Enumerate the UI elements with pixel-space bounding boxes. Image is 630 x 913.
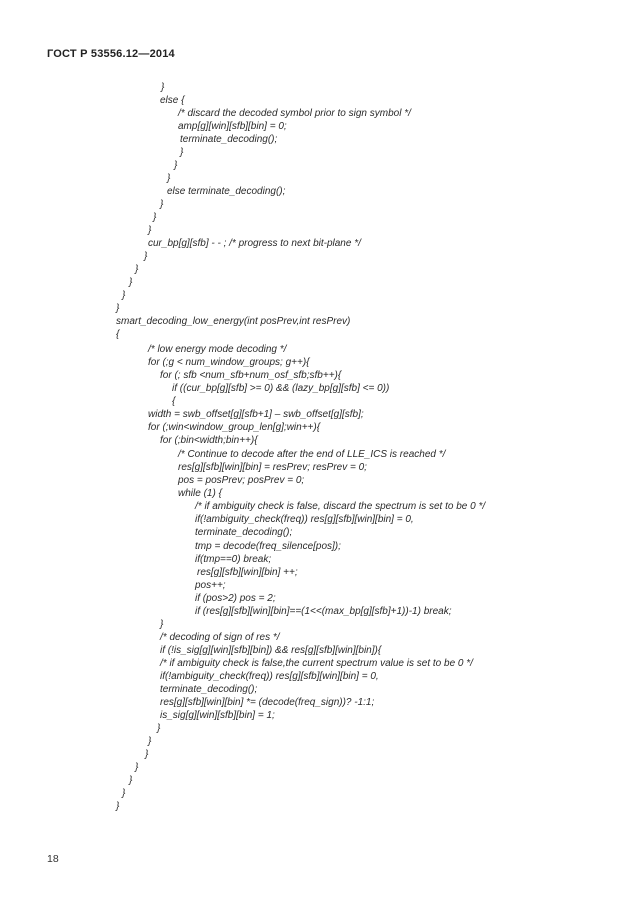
code-line: amp[g][win][sfb][bin] = 0; [178,121,287,132]
code-line: } [144,251,148,262]
code-line: res[g][sfb][win][bin] ++; [197,567,298,578]
code-line: } [160,199,164,210]
code-line: /* discard the decoded symbol prior to sign symbol */ [178,108,411,119]
code-line: for (; sfb <num_sfb+num_osf_sfb;sfb++){ [160,370,342,381]
code-line: for (;g < num_window_groups; g++){ [148,357,310,368]
code-line: is_sig[g][win][sfb][bin] = 1; [160,710,275,721]
code-line: while (1) { [178,488,222,499]
code-line: { [172,396,176,407]
code-line: } [148,736,152,747]
code-line: { [116,329,120,340]
code-line: } [116,801,120,812]
code-line: /* decoding of sign of res */ [160,632,280,643]
code-line: /* low energy mode decoding */ [148,344,287,355]
code-line: tmp = decode(freq_silence[pos]); [195,541,341,552]
document-header: ГОСТ Р 53556.12—2014 [47,48,175,60]
code-line: } [122,788,126,799]
code-line: } [129,277,133,288]
code-line: if(!ambiguity_check(freq)) res[g][sfb][win][bin] = 0, [195,514,414,525]
code-line: } [122,290,126,301]
code-line: } [148,225,152,236]
code-line: if ((cur_bp[g][sfb] >= 0) && (lazy_bp[g][sfb] <= 0)) [172,383,390,394]
code-line: res[g][sfb][win][bin] *= (decode(freq_sign))? -1:1; [160,697,375,708]
code-line: if (!is_sig[g][win][sfb][bin]) && res[g][sfb][win][bin]){ [160,645,382,656]
code-line: width = swb_offset[g][sfb+1] – swb_offset[g][sfb]; [148,409,364,420]
code-line: } [167,173,171,184]
page-number: 18 [47,853,59,865]
code-line: cur_bp[g][sfb] - - ; /* progress to next bit-plane */ [148,238,361,249]
code-line: res[g][sfb][win][bin] = resPrev; resPrev = 0; [178,462,367,473]
code-line: } [116,303,120,314]
code-line: smart_decoding_low_energy(int posPrev,int resPrev) [116,316,351,327]
code-line: if(tmp==0) break; [195,554,272,565]
code-line: terminate_decoding(); [180,134,278,145]
code-line: terminate_decoding(); [160,684,258,695]
code-line: if (pos>2) pos = 2; [195,593,276,604]
code-line: for (;bin<width;bin++){ [160,435,258,446]
code-line: else { [160,95,185,106]
code-line: if(!ambiguity_check(freq)) res[g][sfb][win][bin] = 0, [160,671,379,682]
code-line: for (;win<window_group_len[g];win++){ [148,422,321,433]
code-line: } [145,749,149,760]
code-line: } [153,212,157,223]
code-line: } [157,723,161,734]
code-line: } [129,775,133,786]
code-line: pos++; [195,580,226,591]
code-line: /* if ambiguity check is false,the current spectrum value is set to be 0 */ [160,658,473,669]
code-line: } [161,82,165,93]
code-line: } [174,160,178,171]
code-line: } [135,264,139,275]
code-line: else terminate_decoding(); [167,186,286,197]
code-line: pos = posPrev; posPrev = 0; [178,475,305,486]
code-line: } [160,619,164,630]
code-line: if (res[g][sfb][win][bin]==(1<<(max_bp[g][sfb]+1))-1) break; [195,606,452,617]
code-line: /* if ambiguity check is false, discard the spectrum is set to be 0 */ [195,501,486,512]
code-line: terminate_decoding(); [195,527,293,538]
code-line: } [135,762,139,773]
code-line: /* Continue to decode after the end of LLE_ICS is reached */ [178,449,446,460]
code-line: } [180,147,184,158]
